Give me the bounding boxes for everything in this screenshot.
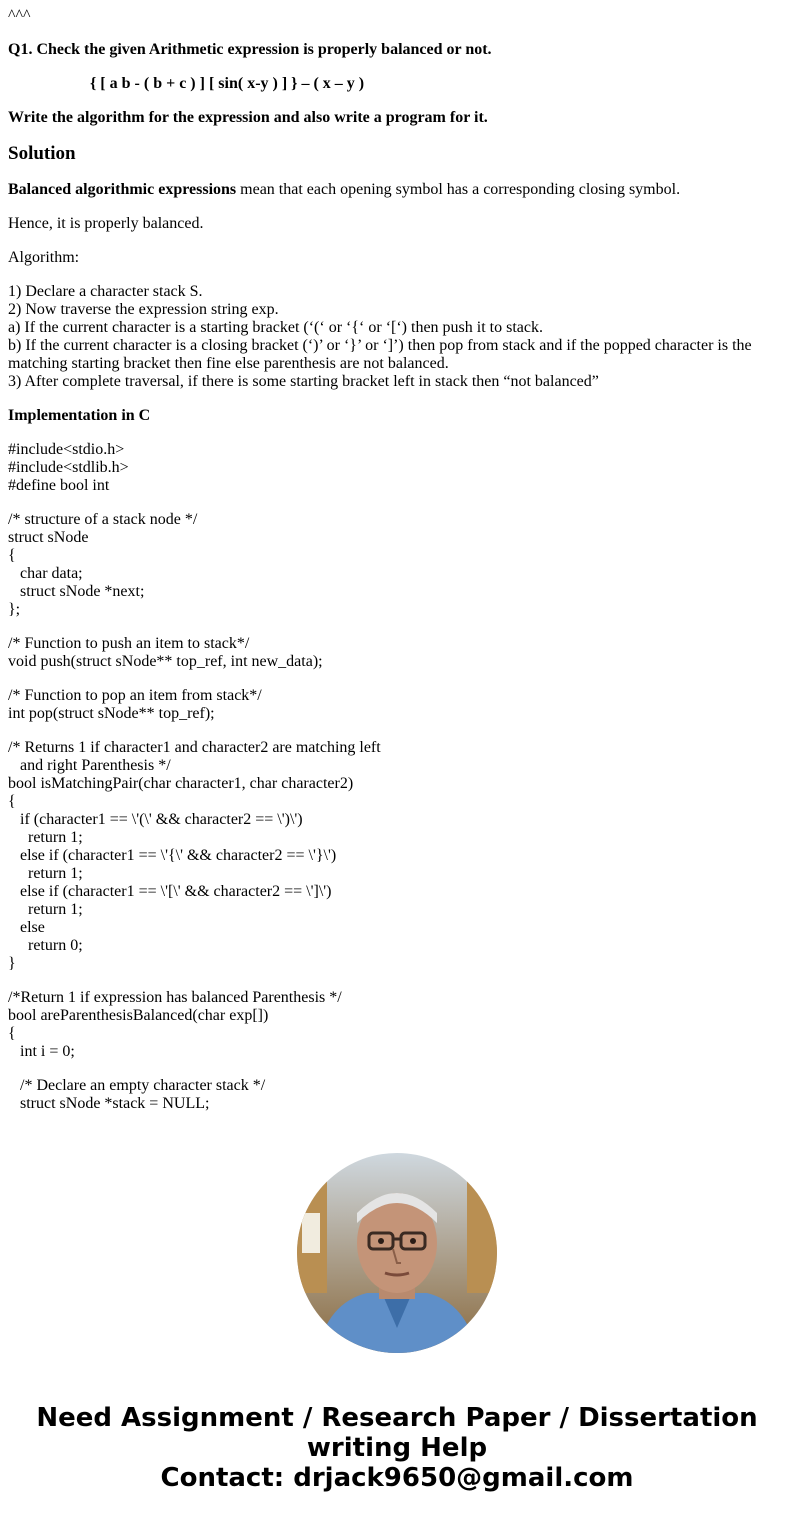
algorithm-steps: [8, 283, 786, 391]
code-line: };: [8, 601, 21, 618]
definition-paragraph: [8, 181, 786, 199]
promo-line: writing Help: [306, 1433, 488, 1463]
code-line: }: [8, 955, 16, 972]
code-block-matching-pair: [8, 739, 786, 973]
code-line: int i = 0;: [8, 1043, 75, 1060]
promo-contact: Contact: drjack9650@gmail.com: [160, 1463, 634, 1493]
code-line: {: [8, 1025, 16, 1042]
code-line: struct sNode *stack = NULL;: [8, 1095, 210, 1112]
code-line: bool areParenthesisBalanced(char exp[]): [8, 1007, 269, 1024]
instruction-line: Write the algorithm for the expression and also write a program for it.: [8, 109, 488, 126]
code-line: if (character1 == \'(\' && character2 == \')\'): [8, 811, 303, 828]
code-line: bool isMatchingPair(char character1, char character2): [8, 775, 354, 792]
code-line: return 0;: [8, 937, 83, 954]
code-block-pop: [8, 687, 786, 723]
author-avatar: [297, 1153, 497, 1353]
solution-heading: Solution: [8, 143, 76, 164]
code-line: /* Declare an empty character stack */: [8, 1077, 266, 1094]
code-line: /* Returns 1 if character1 and character2 are matching left: [8, 739, 381, 756]
promo-line: Need Assignment / Research Paper / Dissertation: [36, 1403, 758, 1433]
code-block-struct: [8, 511, 786, 619]
algorithm-step: b) If the current character is a closing bracket (‘)’ or ‘}’ or ‘]’) then pop from stack and if the popped character is the matching starting bracket then fine else parenthesis are not balanced.: [8, 337, 752, 372]
algorithm-step: 1) Declare a character stack S.: [8, 283, 203, 300]
implementation-heading: Implementation in C: [8, 407, 151, 424]
code-line: #include<stdlib.h>: [8, 459, 129, 476]
definition-text: mean that each opening symbol has a corresponding closing symbol.: [236, 181, 681, 198]
code-line: {: [8, 793, 16, 810]
algorithm-step: 2) Now traverse the expression string exp.: [8, 301, 279, 318]
code-block-stack-decl: [8, 1077, 786, 1113]
code-block-balanced: [8, 989, 786, 1061]
code-block-push: [8, 635, 786, 671]
code-line: struct sNode *next;: [8, 583, 145, 600]
code-line: {: [8, 547, 16, 564]
code-line: #define bool int: [8, 477, 110, 494]
author-portrait-icon: [297, 1153, 497, 1353]
code-line: struct sNode: [8, 529, 89, 546]
code-line: /* Function to push an item to stack*/: [8, 635, 250, 652]
algorithm-heading: Algorithm:: [8, 249, 80, 266]
code-line: else if (character1 == \'[\' && character2 == \']\'): [8, 883, 332, 900]
expression-line: { [ a b - ( b + c ) ] [ sin( x-y ) ] } – ( x – y ): [90, 75, 365, 92]
algorithm-step: a) If the current character is a starting bracket (‘(‘ or ‘{‘ or ‘[‘) then push it to stack.: [8, 319, 543, 336]
code-line: return 1;: [8, 865, 83, 882]
code-line: void push(struct sNode** top_ref, int new_data);: [8, 653, 323, 670]
code-line: /* structure of a stack node */: [8, 511, 198, 528]
code-line: /*Return 1 if expression has balanced Parenthesis */: [8, 989, 342, 1006]
code-line: return 1;: [8, 901, 83, 918]
code-line: else if (character1 == \'{\' && character2 == \'}\'): [8, 847, 337, 864]
promo-banner: [0, 1403, 794, 1493]
code-line: and right Parenthesis */: [8, 757, 171, 774]
algorithm-step: 3) After complete traversal, if there is some starting bracket left in stack then “not balanced”: [8, 373, 599, 390]
code-line: #include<stdio.h>: [8, 441, 125, 458]
document-body: [8, 7, 786, 1113]
definition-term: Balanced algorithmic expressions: [8, 181, 237, 198]
code-line: int pop(struct sNode** top_ref);: [8, 705, 215, 722]
conclusion-text: Hence, it is properly balanced.: [8, 215, 204, 232]
top-marker: ^^^: [8, 7, 31, 24]
code-line: else: [8, 919, 45, 936]
code-line: return 1;: [8, 829, 83, 846]
code-line: char data;: [8, 565, 83, 582]
code-listing: [8, 441, 786, 1113]
code-line: /* Function to pop an item from stack*/: [8, 687, 262, 704]
question-title: Q1. Check the given Arithmetic expression is properly balanced or not.: [8, 41, 492, 58]
code-block-includes: [8, 441, 786, 495]
